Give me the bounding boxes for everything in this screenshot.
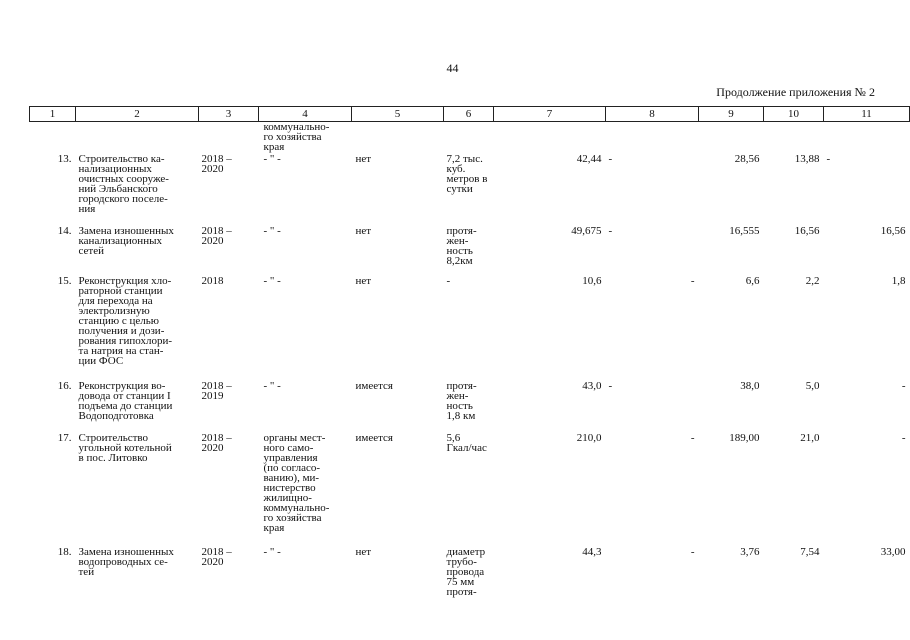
measure-name: Реконструкция хло- раторной станции для перехода на электролизную станцию с целью получения и дози- рования гипохлори- та натрия на стан- ции ФОС: [78, 274, 173, 367]
capacity: протя- жен- ность 1,8 км: [446, 379, 477, 422]
implementation-period: 2018 – 2020: [201, 545, 232, 568]
table-row: [30, 276, 910, 381]
cost-col-8: -: [608, 152, 613, 165]
total-cost: 10,6: [582, 274, 602, 287]
measure-name: Замена изношенных водопроводных се- тей: [78, 545, 174, 578]
project-documentation: нет: [355, 545, 372, 558]
program-table: [29, 106, 910, 607]
row-number: 13.: [57, 152, 72, 165]
table-row: [30, 433, 910, 547]
table-row: [30, 154, 910, 226]
cost-col-8: -: [608, 224, 613, 237]
measure-name: Реконструкция во- довода от станции I подъема до станции Водоподготовка: [78, 379, 173, 422]
capacity: диаметр трубо- провода 75 мм протя-: [446, 545, 486, 598]
column-header: 8: [606, 107, 699, 122]
header-row: [30, 107, 910, 122]
measure-name: Замена изношенных канализационных сетей: [78, 224, 174, 257]
implementation-period: 2018: [201, 274, 224, 287]
table-row: [30, 226, 910, 276]
column-header: 4: [259, 107, 352, 122]
executor: - " -: [263, 224, 281, 237]
table-row: [30, 547, 910, 607]
executor: - " -: [263, 274, 281, 287]
capacity: протя- жен- ность 8,2км: [446, 224, 477, 267]
cost-col-9: 189,00: [729, 431, 760, 444]
row-number: 14.: [57, 224, 72, 237]
implementation-period: 2018 – 2020: [201, 152, 232, 175]
column-header: 6: [444, 107, 494, 122]
executor: - " -: [263, 545, 281, 558]
project-documentation: нет: [355, 152, 372, 165]
row-number: 18.: [57, 545, 72, 558]
column-header: 9: [699, 107, 764, 122]
project-documentation: нет: [355, 224, 372, 237]
cost-col-9: 38,0: [740, 379, 760, 392]
cost-col-10: 21,0: [800, 431, 820, 444]
carry-over-text: коммунально- го хозяйства края: [263, 121, 330, 153]
cost-col-10: 16,56: [794, 224, 820, 237]
page-number: 44: [446, 61, 459, 75]
implementation-period: 2018 – 2020: [201, 224, 232, 247]
implementation-period: 2018 – 2020: [201, 431, 232, 454]
cost-col-11: -: [901, 431, 906, 444]
column-header: 10: [764, 107, 824, 122]
project-documentation: имеется: [355, 431, 393, 444]
project-documentation: имеется: [355, 379, 393, 392]
cost-col-8: -: [608, 379, 613, 392]
column-header: 3: [199, 107, 259, 122]
executor: - " -: [263, 379, 281, 392]
column-header: 2: [76, 107, 199, 122]
cost-col-10: 5,0: [805, 379, 820, 392]
measure-name: Строительство ка- нализационных очистных сооруже- ний Эльбанского городского поселе- ния: [78, 152, 169, 215]
continuation-caption: Продолжение приложения № 2: [716, 85, 875, 99]
total-cost: 42,44: [576, 152, 602, 165]
column-header: 5: [352, 107, 444, 122]
cost-col-9: 28,56: [734, 152, 760, 165]
cost-col-8: -: [690, 274, 695, 287]
carry-over-row: [30, 122, 910, 154]
cost-col-8: -: [690, 431, 695, 444]
executor: органы мест- ного само- управления (по согласо- ванию), ми- нистерство жилищно- коммунально- го хозяйства края: [263, 431, 330, 534]
capacity: 7,2 тыс. куб. метров в сутки: [446, 152, 488, 195]
cost-col-11: 33,00: [880, 545, 906, 558]
total-cost: 44,3: [582, 545, 602, 558]
cost-col-10: 7,54: [800, 545, 820, 558]
cost-col-9: 6,6: [745, 274, 760, 287]
row-number: 15.: [57, 274, 72, 287]
cost-col-10: 13,88: [794, 152, 820, 165]
column-header: 11: [824, 107, 910, 122]
total-cost: 49,675: [571, 224, 602, 237]
cost-col-11: -: [826, 152, 831, 165]
cost-col-9: 3,76: [740, 545, 760, 558]
cost-col-11: 1,8: [891, 274, 906, 287]
column-header: 1: [30, 107, 76, 122]
cost-col-9: 16,555: [729, 224, 760, 237]
row-number: 16.: [57, 379, 72, 392]
row-number: 17.: [57, 431, 72, 444]
total-cost: 210,0: [576, 431, 602, 444]
project-documentation: нет: [355, 274, 372, 287]
cost-col-10: 2,2: [805, 274, 820, 287]
capacity: 5,6 Гкал/час: [446, 431, 487, 454]
column-header: 7: [494, 107, 606, 122]
capacity: -: [446, 274, 451, 287]
total-cost: 43,0: [582, 379, 602, 392]
measure-name: Строительство угольной котельной в пос. Литовко: [78, 431, 172, 464]
cost-col-11: -: [901, 379, 906, 392]
executor: - " -: [263, 152, 281, 165]
table-row: [30, 381, 910, 433]
cost-col-11: 16,56: [880, 224, 906, 237]
cost-col-8: -: [690, 545, 695, 558]
implementation-period: 2018 – 2019: [201, 379, 232, 402]
